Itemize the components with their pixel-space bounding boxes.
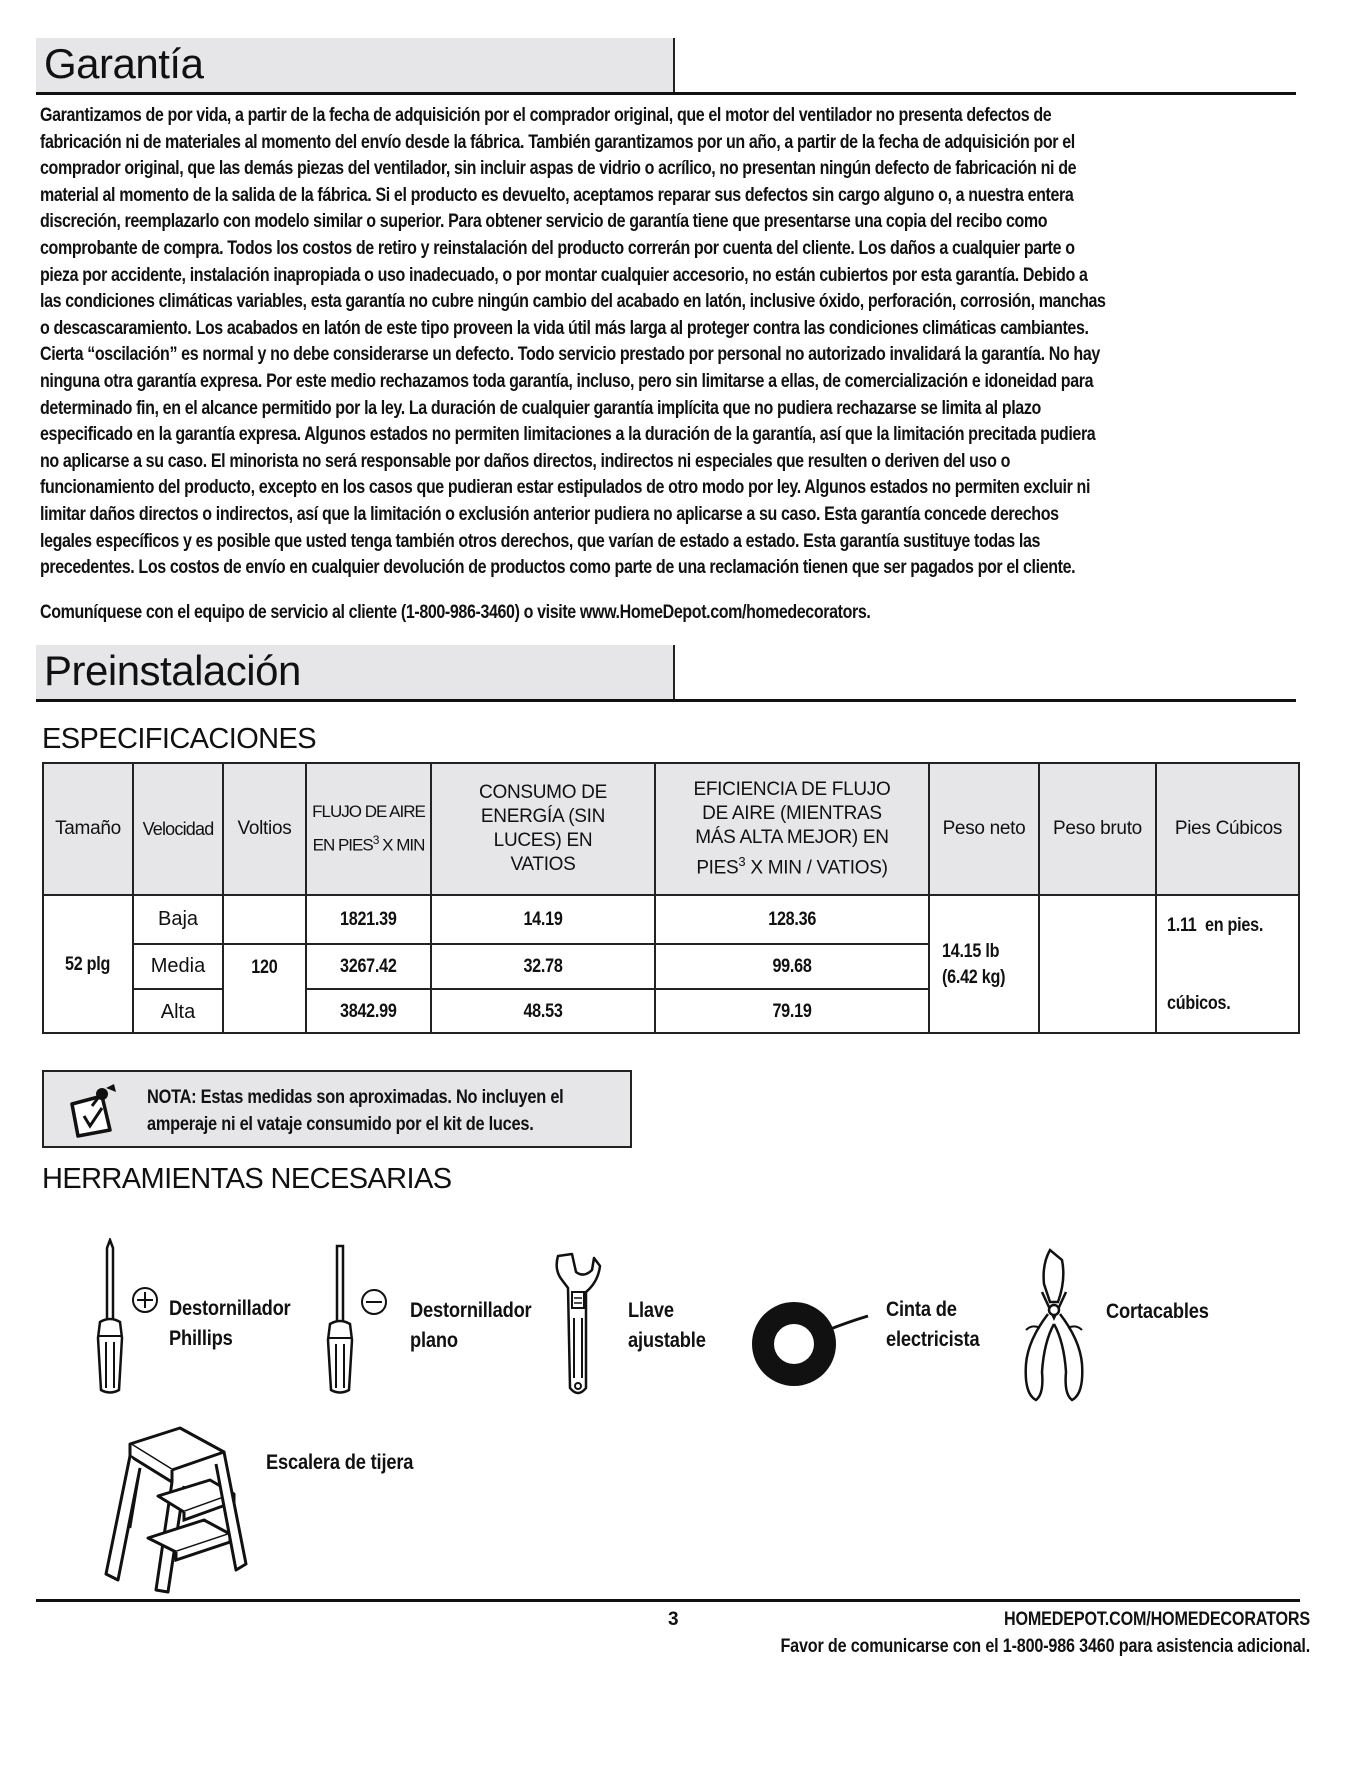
note-line2: amperaje ni el vataje consumido por el kit de luces. xyxy=(147,1113,534,1135)
speed-medium: Media xyxy=(150,955,206,977)
flat-screwdriver-icon xyxy=(322,1244,358,1396)
tape-label xyxy=(886,1294,996,1354)
power-high xyxy=(432,990,654,1034)
warranty-line: funcionamiento del producto, excepto en los casos que pudieran estar estipulados de otro modo por ley. Algunos estados no permiten excluir ni xyxy=(40,477,1091,499)
ladder-line1: Escalera de tijera xyxy=(266,1450,414,1474)
wrench-line2: ajustable xyxy=(628,1328,706,1352)
header-net-weight: Peso neto xyxy=(942,818,1026,839)
header-cubic-feet: Pies Cúbicos xyxy=(1174,818,1283,839)
page-number: 3 xyxy=(668,1609,679,1630)
airflow-high xyxy=(307,990,430,1034)
tools-title: HERRAMIENTAS NECESARIAS xyxy=(42,1163,452,1195)
header-gross-weight: Peso bruto xyxy=(1053,818,1142,839)
warranty-header xyxy=(36,38,1296,94)
preinstall-header xyxy=(36,645,1296,701)
efficiency-high xyxy=(656,990,928,1034)
power-header-line: CONSUMO DE xyxy=(479,782,607,803)
airflow-high-text: 3842.99 xyxy=(340,1001,397,1022)
electrical-tape-icon xyxy=(750,1300,870,1388)
airflow-per: X MIN xyxy=(378,835,425,855)
header-rule xyxy=(36,699,1296,702)
airflow-unit: EN PIES xyxy=(312,835,373,855)
cutter-label xyxy=(1106,1296,1227,1326)
power-medium-text: 32.78 xyxy=(523,955,563,977)
flat-line2: plano xyxy=(410,1328,458,1352)
wire-cutter-icon xyxy=(1020,1244,1092,1404)
header-power xyxy=(432,764,654,894)
power-high-text: 48.53 xyxy=(523,1001,563,1022)
warranty-contact xyxy=(40,600,1300,627)
airflow-medium xyxy=(307,945,430,988)
warranty-line: no aplicarse a su caso. El minorista no será responsable por daños directos, indirectos ni especiales que resulten o deriven del uso o xyxy=(40,450,1011,472)
efficiency-high-text: 79.19 xyxy=(772,1001,812,1022)
eff-sup: 3 xyxy=(738,853,746,869)
airflow-low xyxy=(307,896,430,943)
note-icon xyxy=(62,1082,124,1140)
gross-weight-value xyxy=(1040,896,1155,1034)
phillips-label xyxy=(169,1293,312,1353)
tape-line2: electricista xyxy=(886,1327,980,1351)
note-text xyxy=(147,1084,643,1138)
warranty-line: legales específicos y es posible que usted tenga también otros derechos, que varían de estado a estado. Esta garantía sustituye todas las xyxy=(40,530,1041,552)
specs-title: ESPECIFICACIONES xyxy=(42,723,317,755)
warranty-title: Garantía xyxy=(44,40,204,87)
efficiency-low-text: 128.36 xyxy=(768,908,816,930)
eff-unit: PIES xyxy=(696,857,739,879)
efficiency-header-line: MÁS ALTA MEJOR) EN xyxy=(695,826,889,848)
header-airflow xyxy=(307,764,430,894)
airflow-line1: FLUJO DE AIRE xyxy=(312,802,425,822)
note-line1: NOTA: Estas medidas son aproximadas. No incluyen el xyxy=(147,1086,564,1108)
plus-icon xyxy=(131,1286,159,1314)
cubic-line1: 1.11 en pies. xyxy=(1167,915,1264,936)
cubic-line2: cúbicos. xyxy=(1167,993,1231,1014)
footer-rule xyxy=(36,1599,1300,1602)
airflow-line2 xyxy=(312,826,425,860)
warranty-line: especificado en la garantía expresa. Algunos estados no permiten limitaciones a la duración de la garantía, así que la limitación precitada pudiera xyxy=(40,424,1096,446)
wrench-label xyxy=(628,1295,719,1355)
header-speed: Velocidad xyxy=(142,819,214,839)
warranty-line: precedentes. Los costos de envío en cualquier devolución de productos como parte de una reclamación tienen que ser pagados por el cliente. xyxy=(40,557,1076,579)
warranty-line: limitar daños directos o indirectos, así que la limitación o exclusión anterior pudiera no aplicarse a su caso. Esta garantía concede derechos xyxy=(40,503,1059,525)
efficiency-header-line: DE AIRE (MIENTRAS xyxy=(702,802,882,824)
warranty-line: o descascaramiento. Los acabados en latón de este tipo proveen la vida útil más larga al proteger contra las condiciones climáticas cambiantes. xyxy=(40,317,1089,339)
warranty-line: ninguna otra garantía expresa. Por este medio rechazamos toda garantía, incluso, pero sin limitarse a ellas, de comercialización e idoneidad para xyxy=(40,370,1094,392)
warranty-line: las condiciones climáticas variables, esta garantía no cubre ningún cambio del acabado en latón, inclusive óxido, perforación, corrosión, manchas xyxy=(40,291,1106,313)
warranty-line: pieza por accidente, instalación inapropiada o uso inadecuado, o por montar cualquier accesorio, no están cubiertos por esta garantía. Debido a xyxy=(40,264,1088,286)
efficiency-medium xyxy=(656,945,928,988)
efficiency-low xyxy=(656,896,928,943)
wrench-line1: Llave xyxy=(628,1298,674,1322)
power-header-line: ENERGÍA (SIN xyxy=(480,806,606,827)
warranty-line: Garantizamos de por vida, a partir de la fecha de adquisición por el comprador original, que el motor del ventilador no presenta defectos de xyxy=(40,105,1052,126)
speed-low: Baja xyxy=(157,908,199,930)
volts-text: 120 xyxy=(251,957,278,978)
power-header-line: VATIOS xyxy=(510,854,576,875)
efficiency-medium-text: 99.68 xyxy=(772,955,812,977)
power-low-text: 14.19 xyxy=(523,908,563,930)
airflow-sup: 3 xyxy=(372,833,379,848)
airflow-medium-text: 3267.42 xyxy=(340,955,397,977)
power-lines xyxy=(479,781,607,877)
preinstall-title: Preinstalación xyxy=(44,647,301,694)
spec-table xyxy=(42,762,1300,1034)
wrench-icon xyxy=(550,1248,606,1400)
phillips-line2: Phillips xyxy=(169,1326,233,1350)
warranty-body xyxy=(40,103,1300,582)
size-text: 52 plg xyxy=(65,954,111,975)
warranty-line: comprobante de compra. Todos los costos de retiro y reinstalación del producto correrán por cuenta del cliente. Los daños a cualquier parte o xyxy=(40,237,1075,259)
phillips-line1: Destornillador xyxy=(169,1296,291,1320)
warranty-line: discreción, reemplazarlo con modelo similar o superior. Para obtener servicio de garantía tiene que presentarse una copia del recibo como xyxy=(40,211,1048,233)
note-box xyxy=(42,1070,632,1148)
power-medium xyxy=(432,945,654,988)
eff-per: X MIN / VATIOS) xyxy=(745,857,888,879)
warranty-line: comprador original, que las demás piezas del ventilador, sin incluir aspas de vidrio o acrílico, no presentan ningún defecto de fabricación ni de xyxy=(40,158,1077,180)
volts-value xyxy=(224,896,305,1034)
warranty-line: determinado fin, en el alcance permitido por la ley. La duración de cualquier garantía implícita que no pudiera rechazarse se limita al plazo xyxy=(40,397,1041,419)
header-rule xyxy=(36,92,1296,95)
ladder-label xyxy=(266,1447,439,1477)
airflow-low-text: 1821.39 xyxy=(340,908,397,930)
flat-label xyxy=(410,1295,553,1355)
step-ladder-icon xyxy=(100,1424,260,1594)
net-weight-lb: 14.15 lb xyxy=(942,941,1000,962)
flat-line1: Destornillador xyxy=(410,1298,532,1322)
cutter-line1: Cortacables xyxy=(1106,1299,1209,1323)
net-weight-value xyxy=(930,896,1038,1034)
cubic-feet-value xyxy=(1157,896,1300,1034)
power-header-line: LUCES) EN xyxy=(493,830,593,851)
warranty-line: material al momento de la salida de la fábrica. Si el producto es devuelto, aceptamos reparar sus defectos sin cargo alguno o, a nuestra entera xyxy=(40,184,1074,206)
efficiency-last-line xyxy=(693,850,890,880)
contact-line: Comuníquese con el equipo de servicio al cliente (1-800-986-3460) o visite www.HomeDepot.com/homedecorators. xyxy=(40,602,871,623)
efficiency-lines xyxy=(693,778,890,850)
header-efficiency xyxy=(656,764,928,894)
warranty-line: Cierta “oscilación” es normal y no debe considerarse un defecto. Todo servicio prestado por personal no autorizado invalidará la garantía. No hay xyxy=(40,344,1100,366)
speed-high: Alta xyxy=(160,1000,196,1023)
footer-site: HOMEDEPOT.COM/HOMEDECORATORS xyxy=(1004,1609,1310,1630)
power-low xyxy=(432,896,654,943)
header-size: Tamaño xyxy=(55,818,121,839)
header-volts: Voltios xyxy=(237,818,292,839)
tape-line1: Cinta de xyxy=(886,1297,957,1321)
footer-help: Favor de comunicarse con el 1-800-986 3460 para asistencia adicional. xyxy=(780,1636,1310,1657)
net-weight-kg: (6.42 kg) xyxy=(942,967,1006,988)
phillips-screwdriver-icon xyxy=(92,1238,128,1396)
efficiency-header-line: EFICIENCIA DE FLUJO xyxy=(693,778,891,800)
warranty-line: fabricación ni de materiales al momento del envío desde la fábrica. También garantizamos por un año, a partir de la fecha de adquisición por el xyxy=(40,131,1075,153)
size-value xyxy=(44,896,132,1034)
minus-icon xyxy=(360,1288,388,1316)
